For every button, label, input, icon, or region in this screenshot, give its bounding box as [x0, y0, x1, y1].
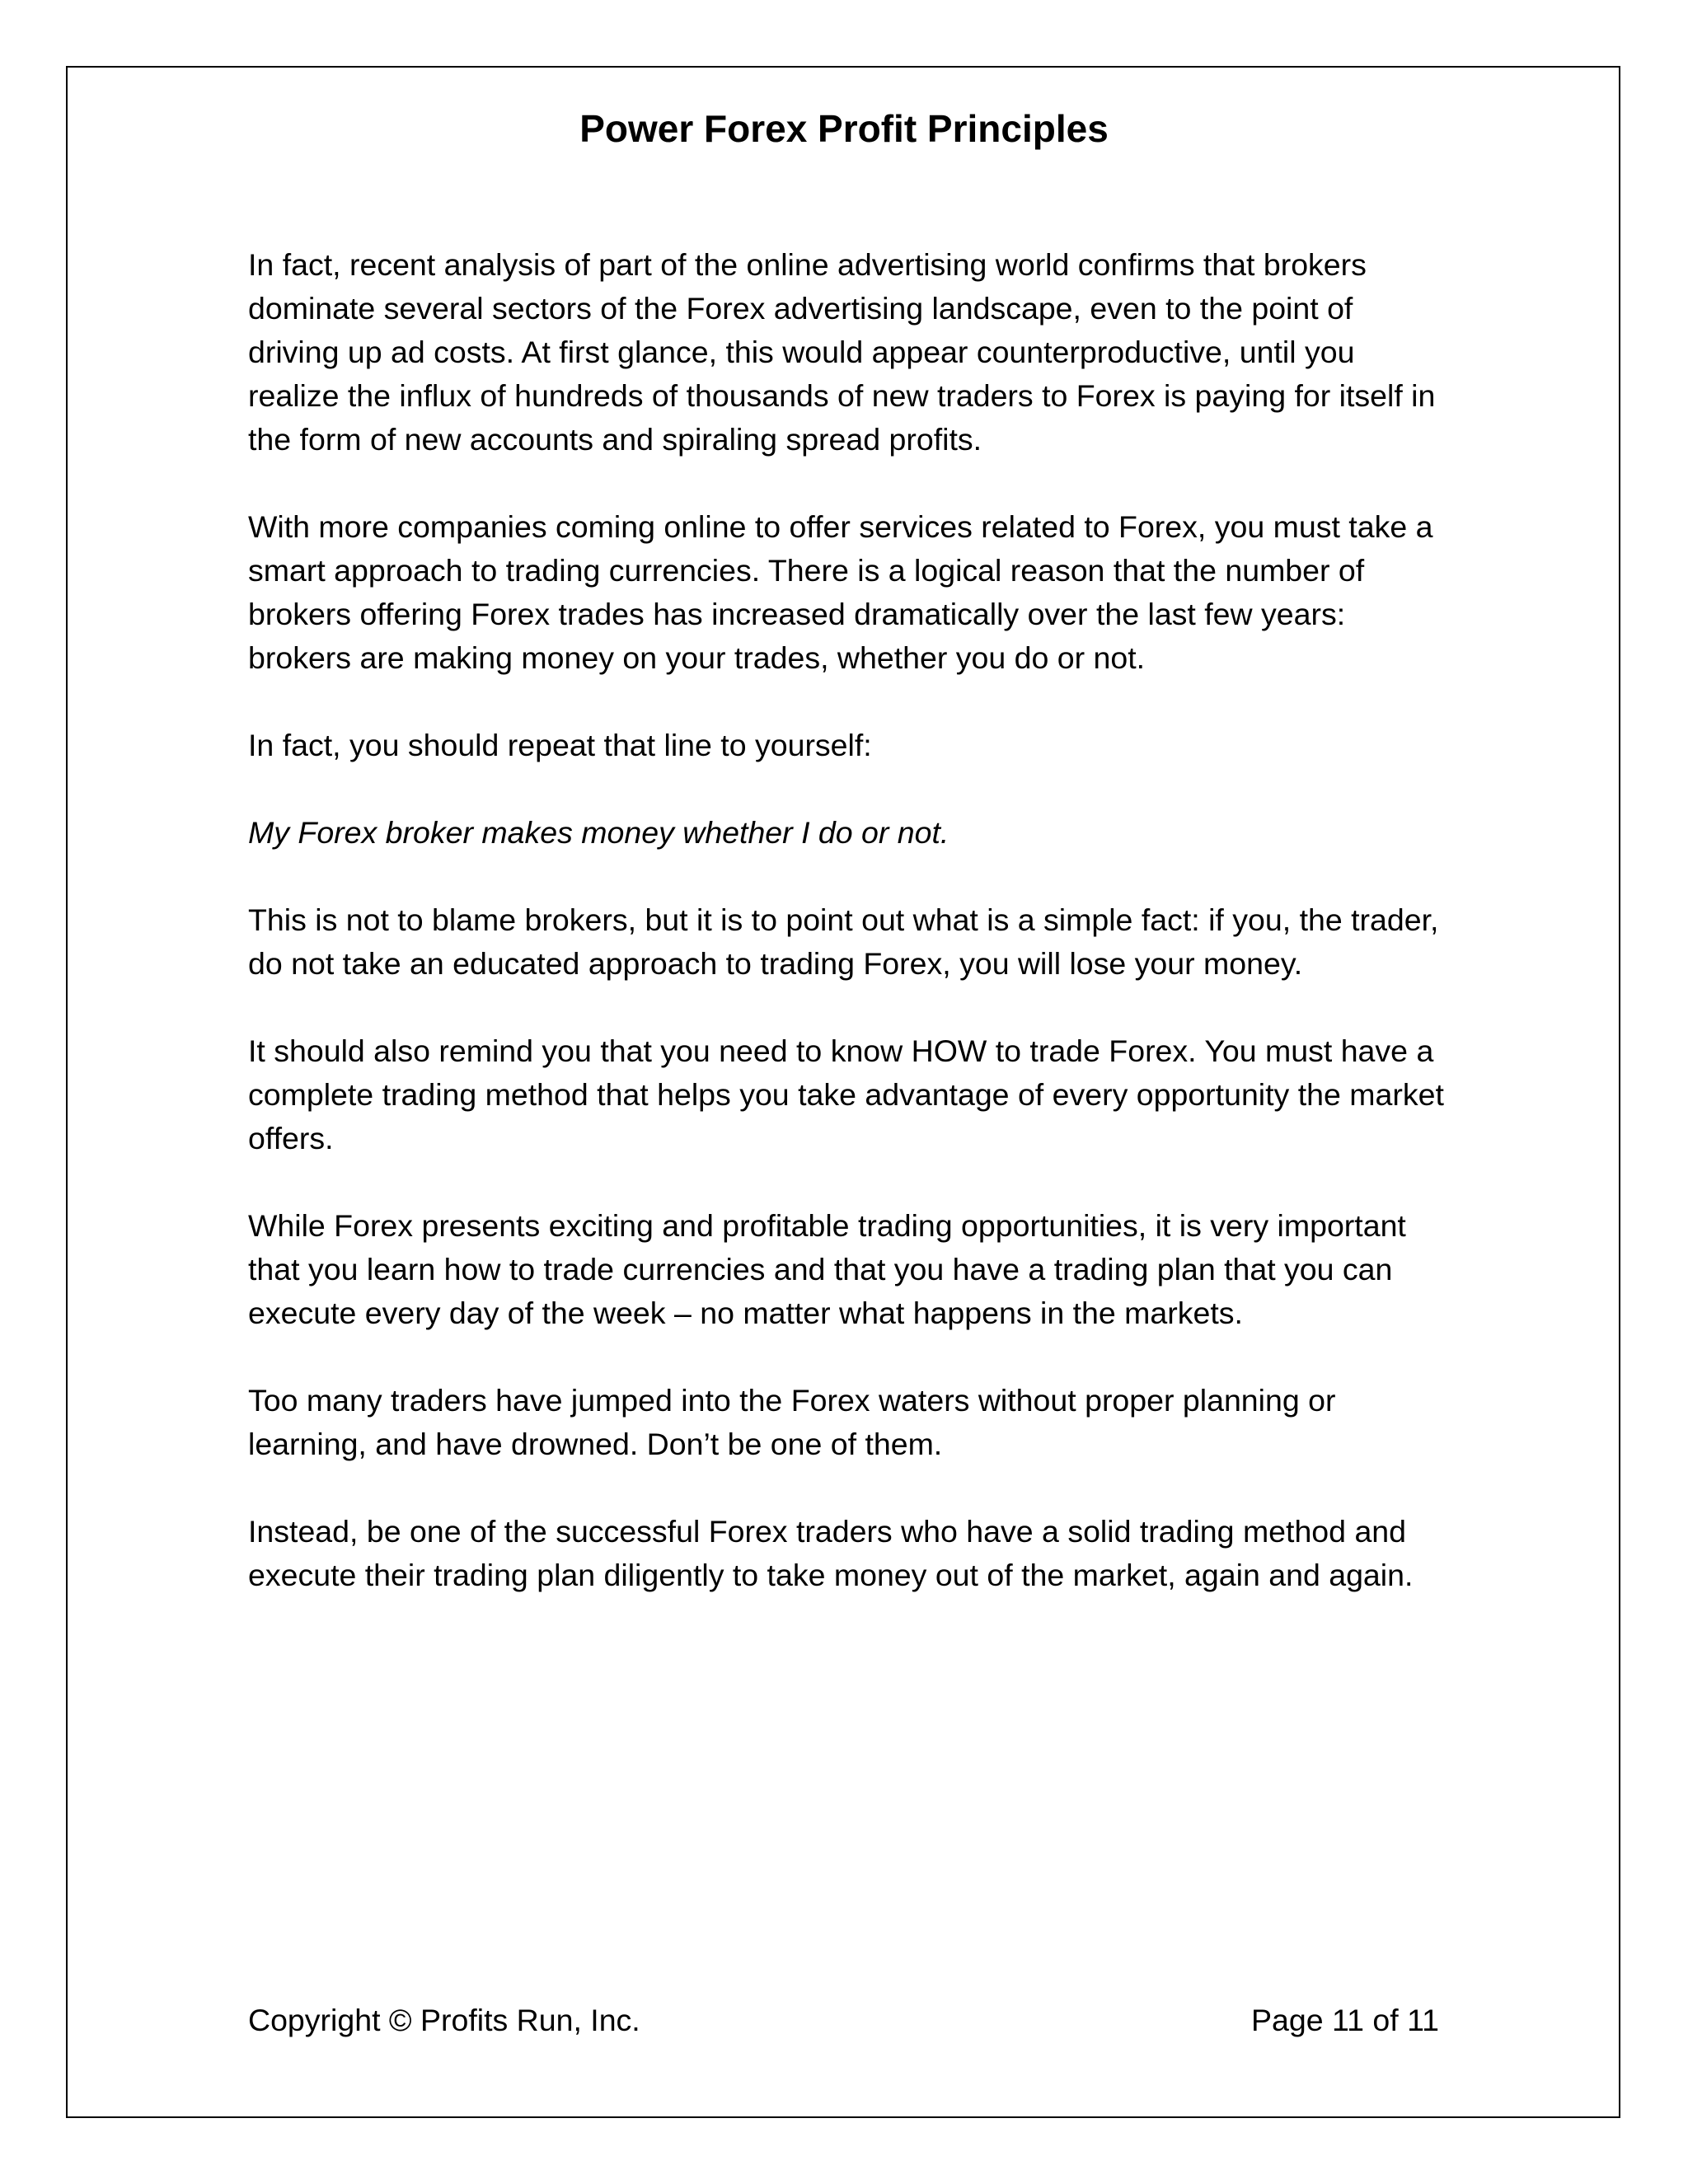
- paragraph-repeat-line: In fact, you should repeat that line to yourself:: [248, 728, 872, 762]
- paragraph-trading-plan: While Forex presents exciting and profitable trading opportunities, it is very important that you learn how to trade currencies and that you have a trading plan that you can execute every day of the week – no matter what happens in the markets.: [248, 1208, 1406, 1330]
- footer-page-number: Page 11 of 11: [1251, 2003, 1439, 2037]
- paragraph-simple-fact: This is not to blame brokers, but it is to point out what is a simple fact: if you, the trader, do not take an educated approach to trading Forex, you will lose your money.: [248, 902, 1439, 981]
- paragraph-be-successful: Instead, be one of the successful Forex traders who have a solid trading method and execute their trading plan diligently to take money out of the market, again and again.: [248, 1514, 1414, 1592]
- document-body: [248, 243, 1451, 1641]
- paragraph-broker-quote: My Forex broker makes money whether I do or not.: [248, 815, 950, 850]
- paragraph-advertising-analysis: In fact, recent analysis of part of the online advertising world confirms that brokers dominate several sectors of the Forex advertising landscape, even to the point of driving up ad costs. At first glance, this would appear counterproductive, until you realize the influx of hundreds of thousands of new traders to Forex is paying for itself in the form of new accounts and spiraling spread profits.: [248, 247, 1436, 457]
- footer-copyright: Copyright © Profits Run, Inc.: [248, 2003, 640, 2037]
- paragraph-too-many-traders: Too many traders have jumped into the Forex waters without proper planning or learning, and have drowned. Don’t be one of them.: [248, 1383, 1336, 1461]
- paragraph-know-how: It should also remind you that you need to know HOW to trade Forex. You must have a complete trading method that helps you take advantage of every opportunity the market offers.: [248, 1033, 1444, 1155]
- document-title: Power Forex Profit Principles: [579, 107, 1109, 150]
- paragraph-smart-approach: With more companies coming online to offer services related to Forex, you must take a smart approach to trading currencies. There is a logical reason that the number of brokers offering Forex trades has increased dramatically over the last few years: brokers are making money on your trades, whether you do or not.: [248, 509, 1433, 675]
